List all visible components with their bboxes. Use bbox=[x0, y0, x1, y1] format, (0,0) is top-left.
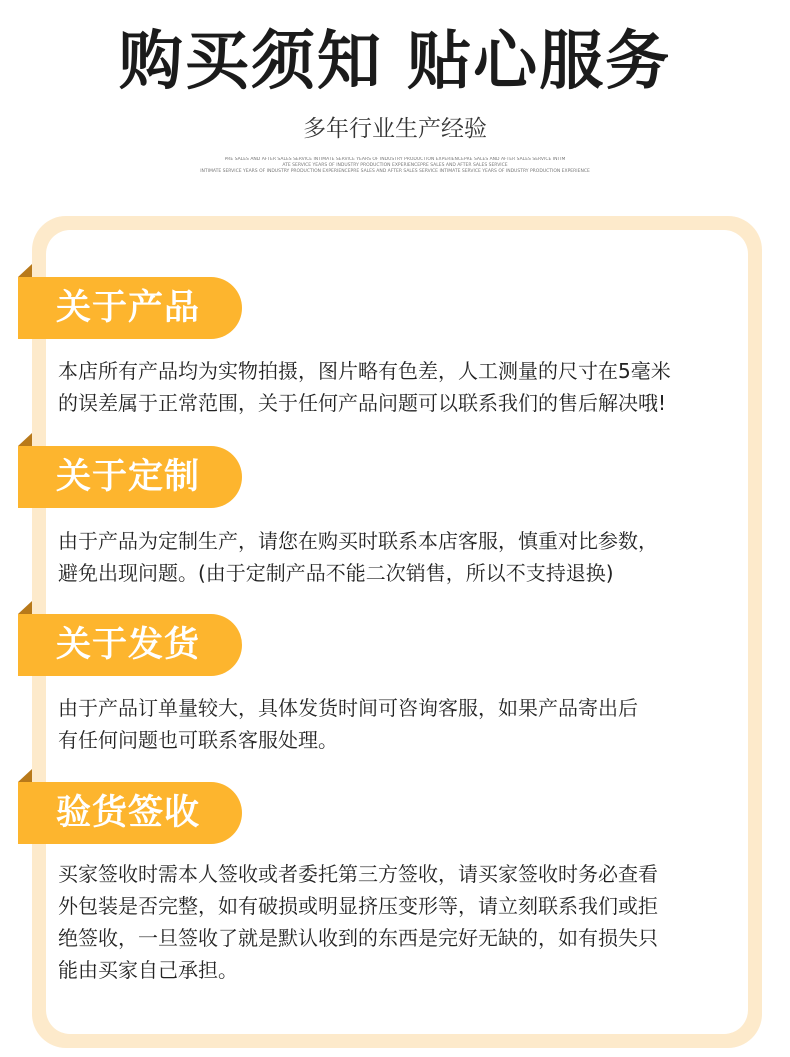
text-line: 买家签收时需本人签收或者委托第三方签收，请买家签收时务必查看 bbox=[58, 862, 658, 886]
section-tag-product bbox=[18, 277, 242, 339]
fine-print-line: INTIMATE SERVICE YEARS OF INDUSTRY PRODUCTION EXPERIENCEPRE SALES AND AFTER SALES SERVICE INTIMATE SERVICE YEARS OF INDUSTRY PRODUCTION EXPERIENCE bbox=[200, 169, 590, 174]
section-tag-receipt bbox=[18, 782, 242, 844]
section-title: 关于产品 bbox=[56, 288, 201, 328]
text-line: 避免出现问题。(由于定制产品不能二次销售，所以不支持退换) bbox=[58, 561, 614, 585]
fine-print-line: PRE SALES AND AFTER SALES SERVICE INTIMATE SERVICE YEARS OF INDUSTRY PRODUCTION EXPERIENCEPRE SALES AND AFTER SALES SERVICE INTIM bbox=[224, 157, 566, 162]
text-line: 由于产品为定制生产，请您在购买时联系本店客服，慎重对比参数， bbox=[58, 529, 658, 553]
section-tag-shipping bbox=[18, 614, 242, 676]
text-line: 由于产品订单量较大，具体发货时间可咨询客服，如果产品寄出后 bbox=[58, 696, 638, 720]
text-line: 能由买家自己承担。 bbox=[58, 958, 238, 982]
section-text-receipt bbox=[58, 858, 748, 986]
text-line: 有任何问题也可联系客服处理。 bbox=[58, 728, 338, 752]
section-text-product bbox=[58, 355, 748, 419]
section-text-custom bbox=[58, 525, 748, 589]
text-line: 的误差属于正常范围，关于任何产品问题可以联系我们的售后解决哦! bbox=[58, 391, 667, 415]
section-text-shipping bbox=[58, 692, 748, 756]
page-title: 购买须知 贴心服务 bbox=[118, 25, 672, 99]
section-title: 关于定制 bbox=[56, 457, 201, 497]
decorative-fine-print bbox=[150, 157, 640, 175]
page-subtitle: 多年行业生产经验 bbox=[303, 116, 487, 142]
section-title: 关于发货 bbox=[56, 625, 201, 665]
fine-print-line: ATE SERVICE YEARS OF INDUSTRY PRODUCTION EXPERIENCEPRE SALES AND AFTER SALES SERVICE bbox=[282, 163, 508, 168]
section-title: 验货签收 bbox=[56, 793, 201, 833]
text-line: 外包装是否完整，如有破损或明显挤压变形等，请立刻联系我们或拒 bbox=[58, 894, 658, 918]
section-tag-custom bbox=[18, 446, 242, 508]
text-line: 本店所有产品均为实物拍摄，图片略有色差，人工测量的尺寸在5毫米 bbox=[58, 359, 671, 383]
text-line: 绝签收，一旦签收了就是默认收到的东西是完好无缺的，如有损失只 bbox=[58, 926, 658, 950]
